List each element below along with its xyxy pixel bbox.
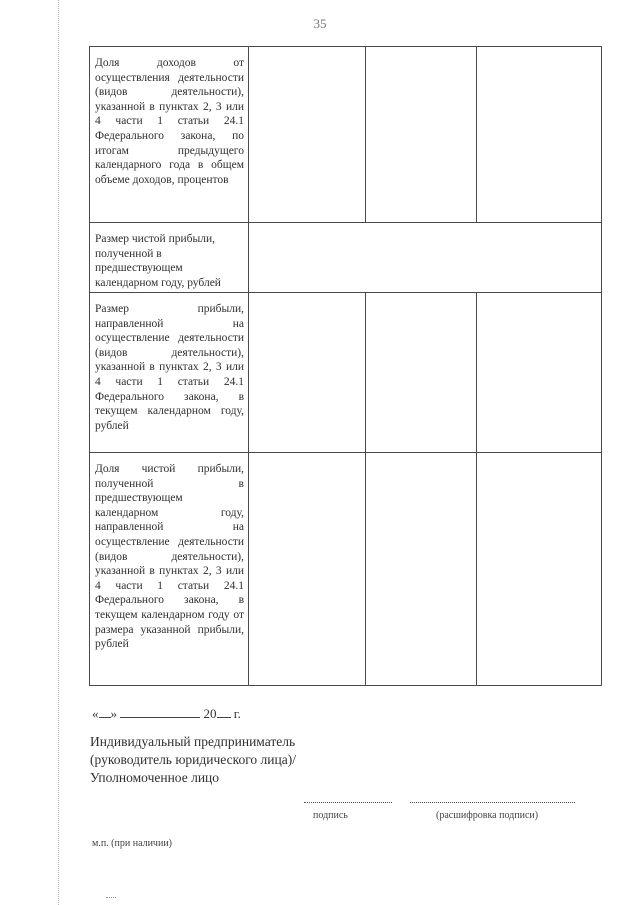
table-row: [90, 47, 602, 223]
signature-line: [304, 802, 392, 803]
page-edge-line: [58, 0, 59, 905]
table-cell: [477, 293, 602, 453]
table-cell: [366, 293, 477, 453]
date-close-quote: »: [110, 706, 117, 721]
table-cell: [249, 453, 366, 686]
signature-caption: подпись: [313, 810, 348, 821]
table-cell: [477, 453, 602, 686]
year-blank: [217, 705, 231, 718]
scan-artifact: [106, 897, 116, 898]
page-number: 35: [313, 16, 327, 31]
row-label-profit-directed: Размер прибыли, направленной на осуществление деятельности (видов деятельности), указанной в пунктах 2, 3 или 4 части 1 статьи 24.1 Федерального закона, в текущем календарном году, рублей: [90, 293, 249, 453]
row-label-income-share: Доля доходов от осуществления деятельности (видов деятельности), указанной в пунктах 2, 3 или 4 части 1 статьи 24.1 Федерального закона, по итогам предыдущего календарного года в общем объеме доходов, процентов: [90, 47, 249, 223]
table-row: [90, 293, 602, 453]
date-open-quote: «: [92, 706, 99, 721]
table-cell: [366, 47, 477, 223]
table-cell: [477, 47, 602, 223]
row-label-net-profit-share: Доля чистой прибыли, полученной в предшествующем календарном году, направленной на осуществление деятельности (видов деятельности), указанной в пунктах 2, 3 или 4 части 1 статьи 24.1 Федерального закона, в текущем календарном году от размера указанной прибыли, рублей: [90, 453, 249, 686]
table-row: [90, 223, 602, 293]
table-cell: [249, 293, 366, 453]
stamp-note: м.п. (при наличии): [92, 838, 172, 849]
table-cell-merged: [249, 223, 602, 293]
table-cell: [366, 453, 477, 686]
row-label-net-profit: Размер чистой прибыли, полученной в предшествующем календарном году, рублей: [90, 223, 249, 293]
decoding-line: [410, 802, 575, 803]
year-suffix: г.: [233, 706, 241, 721]
year-prefix: 20: [203, 706, 217, 721]
signer-title: Индивидуальный предприниматель (руководитель юридического лица)/Уполномоченное лицо: [90, 734, 296, 785]
report-table: [89, 46, 602, 686]
decoding-caption: (расшифровка подписи): [436, 810, 539, 821]
month-blank: [120, 705, 200, 718]
table-cell: [249, 47, 366, 223]
date-line: [92, 705, 241, 722]
day-blank: [99, 705, 111, 718]
table-row: [90, 453, 602, 686]
